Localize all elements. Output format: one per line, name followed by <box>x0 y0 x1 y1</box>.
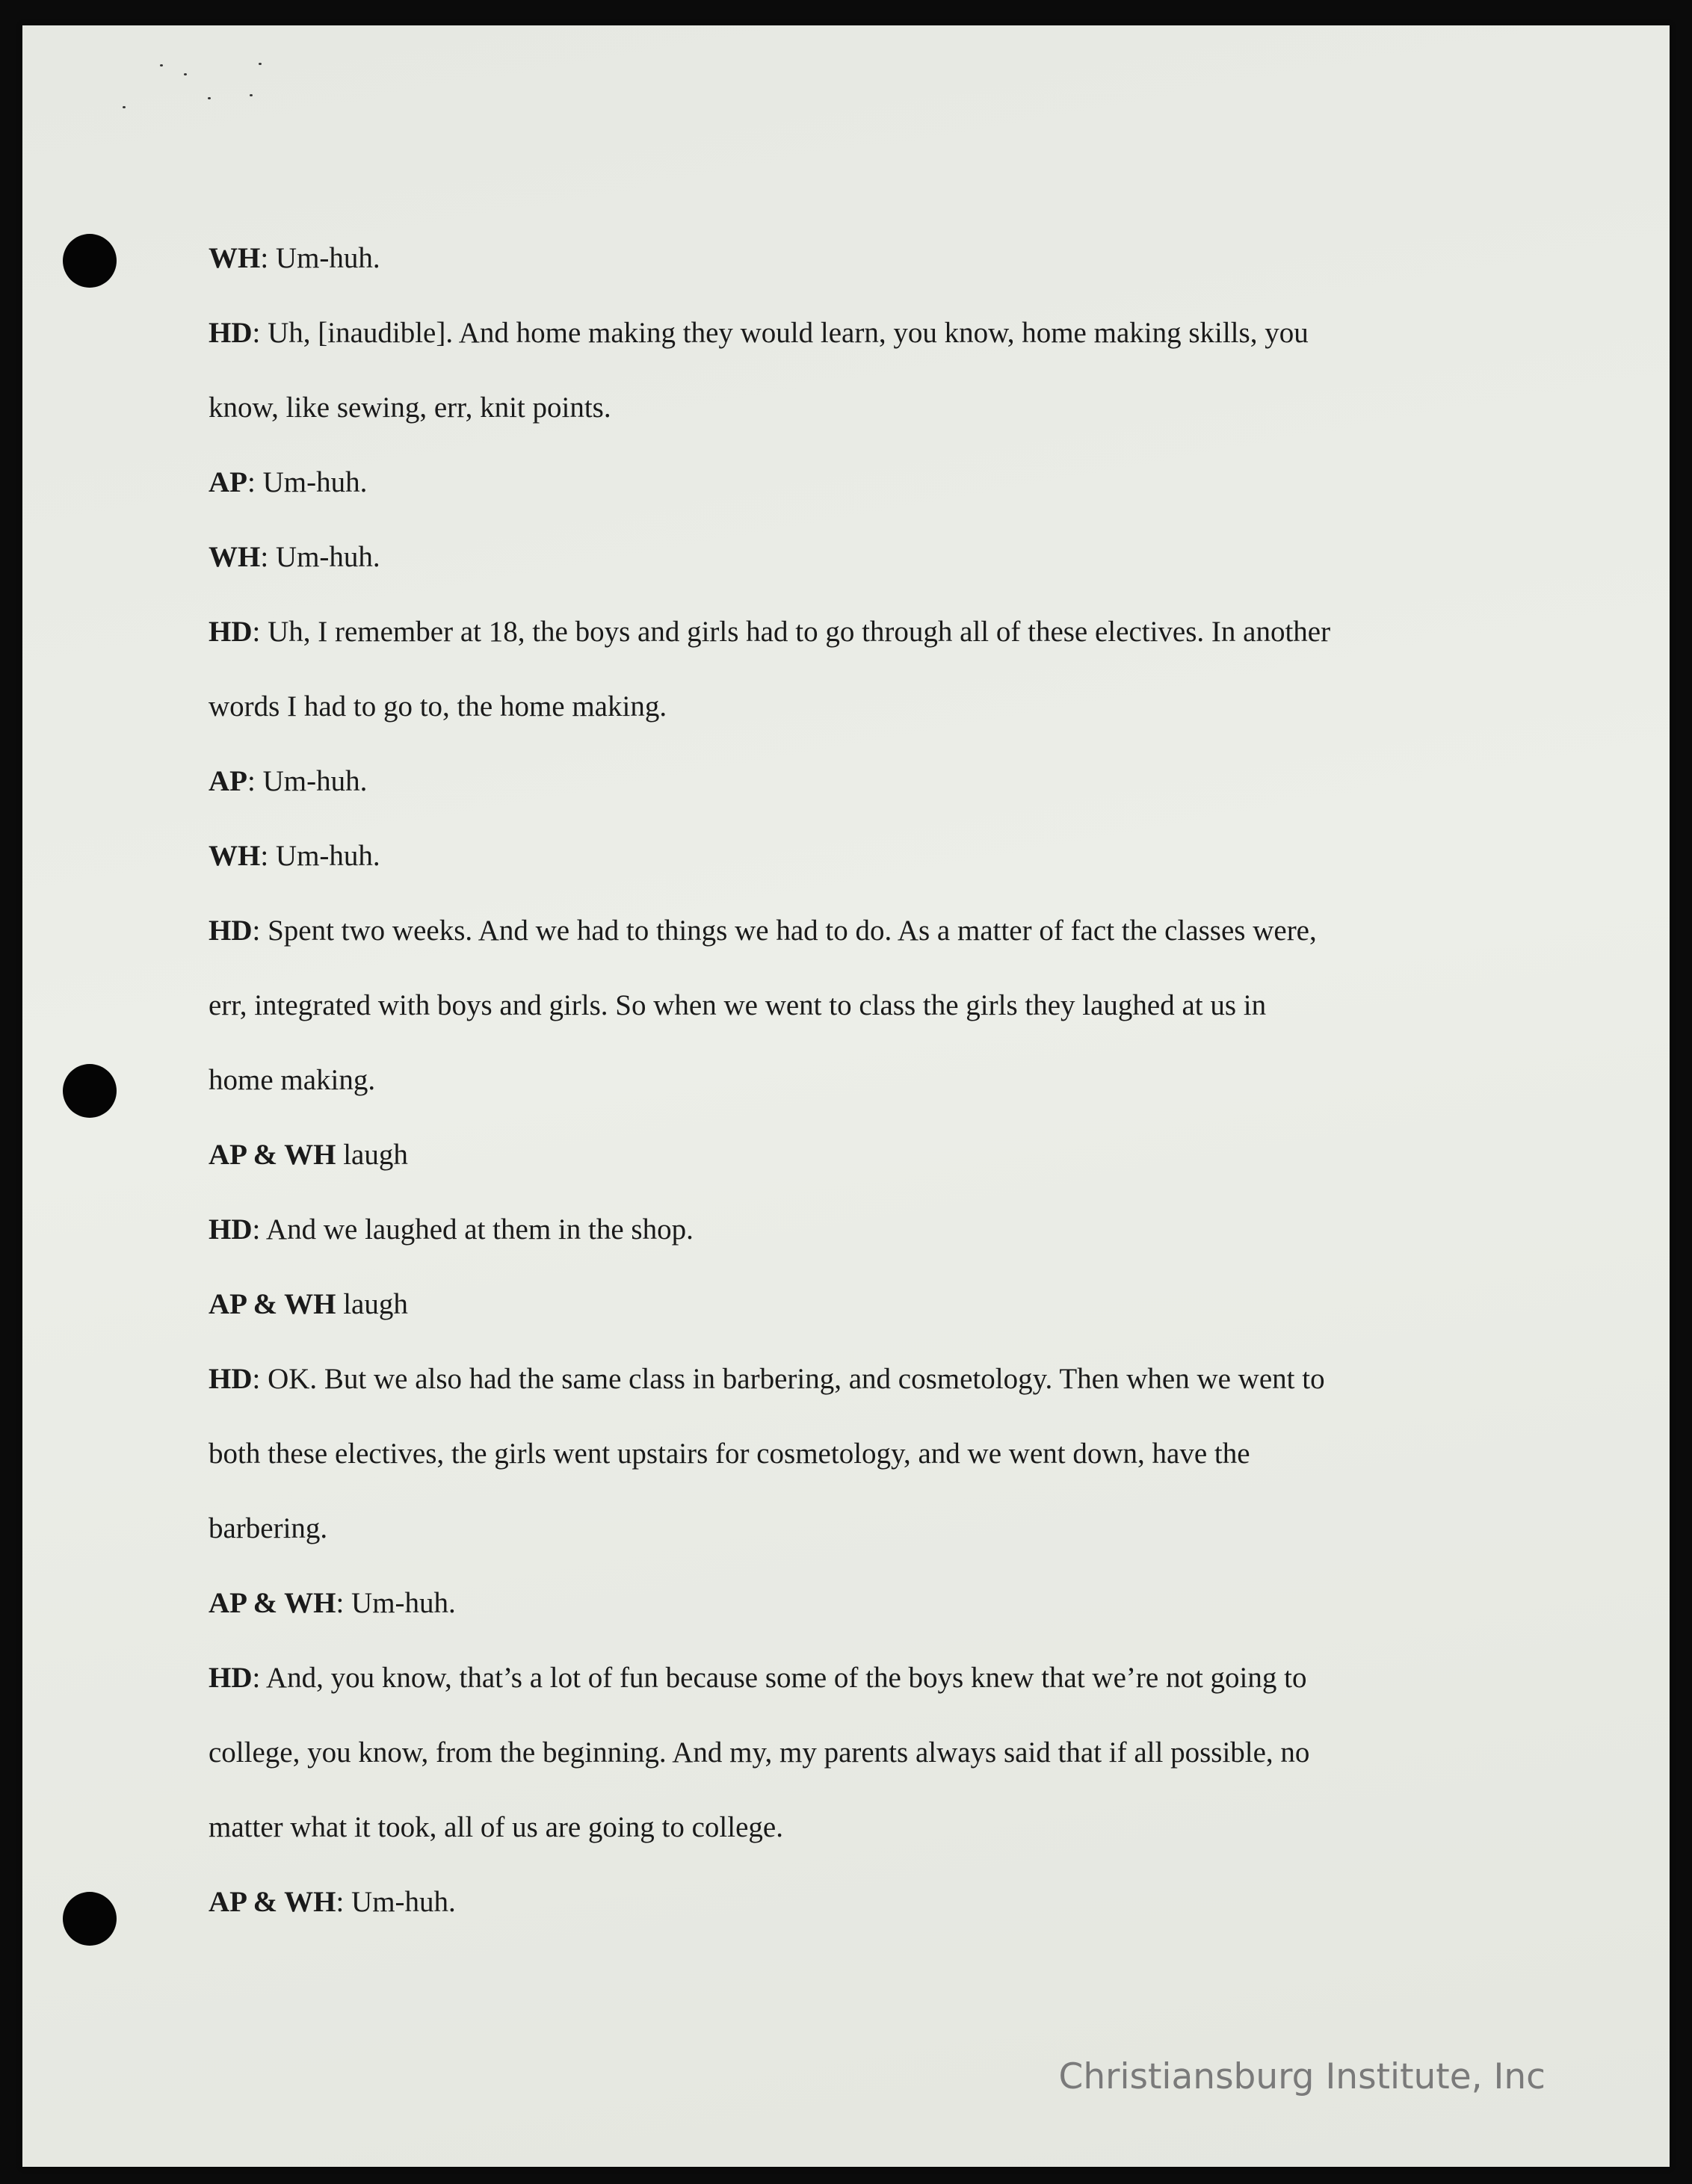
line-text: : Um-huh. <box>260 541 380 573</box>
line-text: home making. <box>209 1064 376 1096</box>
ink-speck <box>184 73 187 75</box>
line-text: : And, you know, that’s a lot of fun because some of the boys knew that we’re not going to <box>252 1662 1307 1694</box>
transcript-line <box>209 1048 1509 1122</box>
ink-speck <box>160 64 163 66</box>
speaker-label: HD <box>209 317 253 349</box>
ink-speck <box>123 106 126 108</box>
punch-hole <box>63 234 117 288</box>
punch-hole <box>63 1064 117 1118</box>
ink-speck <box>259 63 262 65</box>
line-text: matter what it took, all of us are going to college. <box>209 1811 783 1843</box>
speaker-label: WH <box>209 840 261 872</box>
line-text: laugh <box>336 1139 408 1171</box>
speaker-label: AP & WH <box>209 1587 336 1619</box>
transcript-line <box>209 1346 1509 1421</box>
transcript-line <box>209 226 1509 300</box>
line-text: barbering. <box>209 1512 328 1544</box>
line-text: : Spent two weeks. And we had to things we had to do. As a matter of fact the classes were, <box>252 915 1317 947</box>
transcript-line <box>209 1645 1509 1720</box>
speaker-label: AP <box>209 765 247 797</box>
line-text: : And we laughed at them in the shop. <box>252 1213 694 1246</box>
speaker-label: HD <box>209 1363 253 1395</box>
transcript-line <box>209 1720 1509 1795</box>
line-text: : Um-huh. <box>260 840 380 872</box>
line-text: : Um-huh. <box>247 765 368 797</box>
speaker-label: AP & WH <box>209 1139 336 1171</box>
transcript-line <box>209 674 1509 749</box>
transcript-line <box>209 1795 1509 1869</box>
line-text: know, like sewing, err, knit points. <box>209 392 611 424</box>
punch-hole <box>63 1892 117 1946</box>
transcript-line <box>209 1496 1509 1571</box>
speaker-label: WH <box>209 242 261 274</box>
line-text: both these electives, the girls went upstairs for cosmetology, and we went down, have the <box>209 1438 1250 1470</box>
line-text: : Um-huh. <box>336 1886 456 1918</box>
speaker-label: WH <box>209 541 261 573</box>
transcript-line <box>209 898 1509 973</box>
transcript-line <box>209 823 1509 898</box>
transcript-line <box>209 599 1509 674</box>
line-text: : Uh, [inaudible]. And home making they would learn, you know, home making skills, you <box>252 317 1309 349</box>
transcript-line <box>209 1197 1509 1272</box>
line-text: err, integrated with boys and girls. So when we went to class the girls they laughed at us in <box>209 989 1267 1021</box>
watermark: Christiansburg Institute, Inc <box>1058 2056 1546 2097</box>
transcript-line <box>209 1122 1509 1197</box>
line-text: : OK. But we also had the same class in barbering, and cosmetology. Then when we went to <box>252 1363 1325 1395</box>
speaker-label: AP & WH <box>209 1886 336 1918</box>
speaker-label: AP & WH <box>209 1288 336 1320</box>
line-text: words I had to go to, the home making. <box>209 690 667 723</box>
line-text: laugh <box>336 1288 408 1320</box>
transcript-line <box>209 749 1509 823</box>
transcript-line <box>209 1421 1509 1496</box>
transcript-line <box>209 525 1509 599</box>
transcript-line <box>209 1571 1509 1645</box>
transcript-line <box>209 300 1509 375</box>
transcript-body <box>209 226 1509 1944</box>
ink-speck <box>208 97 211 99</box>
speaker-label: HD <box>209 1662 253 1694</box>
transcript-line <box>209 375 1509 450</box>
paper-page <box>22 25 1670 2167</box>
transcript-line <box>209 1869 1509 1944</box>
line-text: : Uh, I remember at 18, the boys and girls had to go through all of these electives. In another <box>252 616 1331 648</box>
transcript-line <box>209 1272 1509 1346</box>
transcript-line <box>209 973 1509 1048</box>
speaker-label: HD <box>209 915 253 947</box>
speaker-label: HD <box>209 1213 253 1246</box>
line-text: : Um-huh. <box>336 1587 456 1619</box>
line-text: : Um-huh. <box>260 242 380 274</box>
speaker-label: AP <box>209 466 247 498</box>
ink-speck <box>250 94 253 96</box>
line-text: : Um-huh. <box>247 466 368 498</box>
speaker-label: HD <box>209 616 253 648</box>
line-text: college, you know, from the beginning. And my, my parents always said that if all possible, no <box>209 1736 1310 1769</box>
transcript-line <box>209 450 1509 525</box>
